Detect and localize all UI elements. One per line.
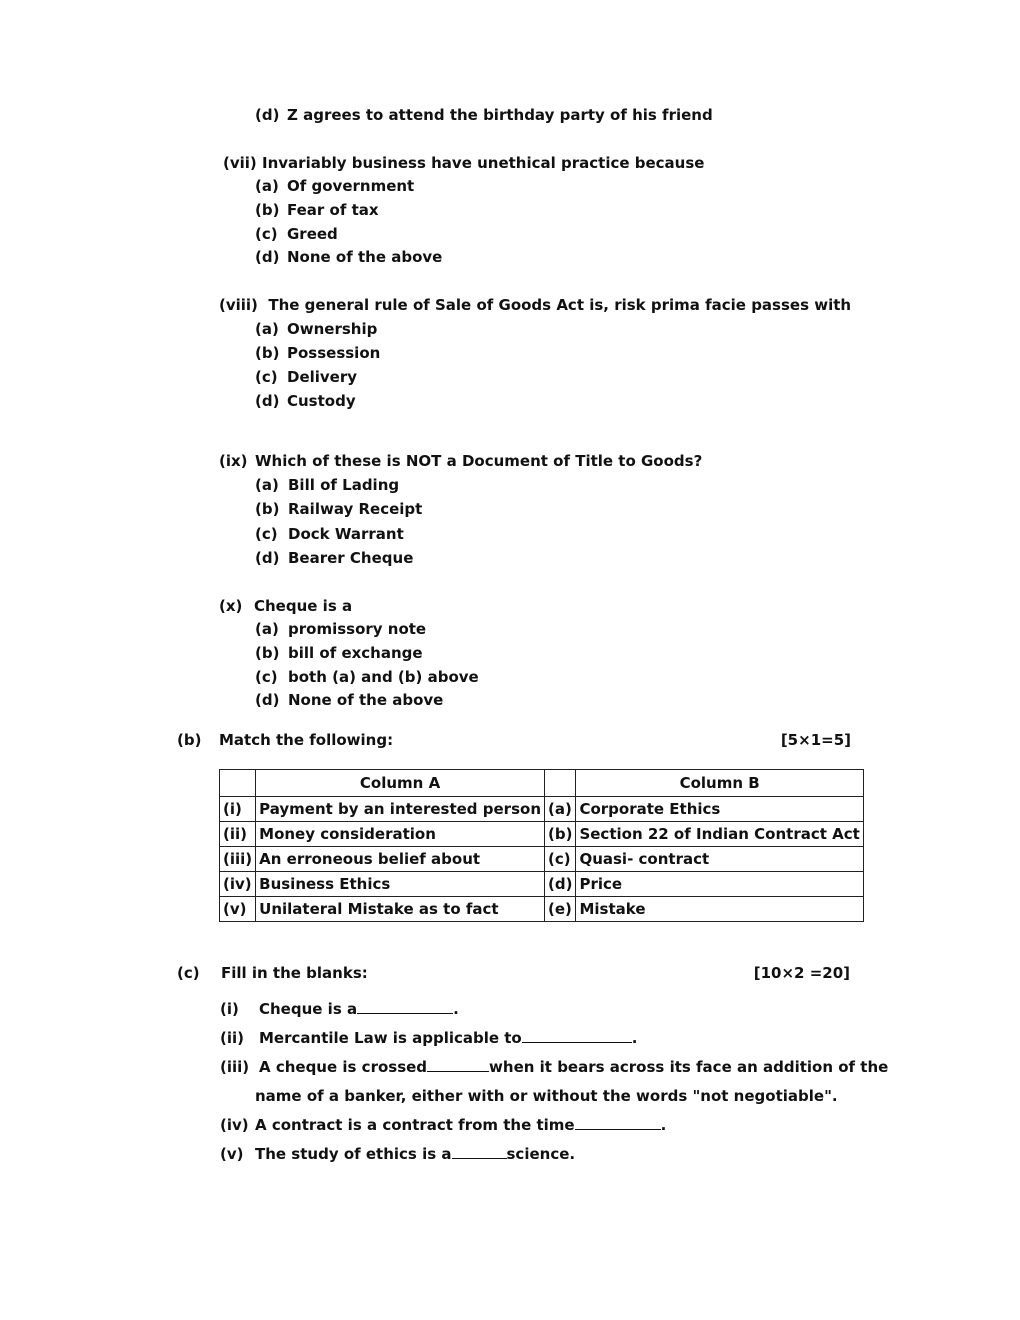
question-number: (viii) [219, 296, 258, 314]
option-label: (b) [255, 644, 280, 662]
option-item [255, 177, 414, 195]
blank-after: . [631, 1029, 638, 1047]
option-label: (d) [255, 549, 280, 567]
blank-line [452, 1145, 507, 1159]
option-text: both (a) and (b) above [288, 668, 479, 686]
option-text: Possession [287, 344, 381, 362]
blank-before: Mercantile Law is applicable to [259, 1029, 522, 1047]
match-table [219, 769, 864, 922]
table-row [220, 872, 864, 897]
blank-after: . [453, 1000, 459, 1018]
question-ix [219, 452, 702, 470]
option-item [255, 392, 356, 410]
row-b-text: Mistake [576, 897, 863, 922]
option-label: (c) [255, 225, 278, 243]
question-number: (vii) [223, 154, 257, 172]
blank-item [220, 1000, 459, 1018]
blank-before: A cheque is crossed [259, 1058, 428, 1076]
option-label: (c) [255, 525, 278, 543]
row-b-number: (b) [545, 822, 576, 847]
header-blank-a [220, 770, 256, 797]
section-b-marks: [5×1=5] [780, 731, 851, 749]
option-label: (a) [255, 320, 279, 338]
option-label: (d) [255, 691, 280, 709]
option-item [255, 691, 443, 709]
blank-item [220, 1145, 575, 1163]
blank-before: Cheque is a [259, 1000, 358, 1018]
row-a-text: Unilateral Mistake as to fact [256, 897, 545, 922]
row-b-text: Quasi- contract [576, 847, 863, 872]
option-label: (d) [255, 248, 280, 266]
row-a-number: (ii) [220, 822, 256, 847]
row-b-text: Corporate Ethics [576, 797, 863, 822]
option-item [255, 500, 422, 518]
option-text: Railway Receipt [288, 500, 423, 518]
option-text: Fear of tax [287, 201, 379, 219]
option-text: bill of exchange [288, 644, 423, 662]
row-b-text: Section 22 of Indian Contract Act [576, 822, 863, 847]
question-text: The general rule of Sale of Goods Act is, risk prima facie passes with [268, 296, 852, 314]
row-a-number: (iv) [220, 872, 256, 897]
option-item [255, 320, 377, 338]
option-text: Dock Warrant [288, 525, 404, 543]
option-label: (a) [255, 177, 279, 195]
option-text: Delivery [287, 368, 358, 386]
question-number: (x) [219, 597, 243, 615]
blank-line [427, 1058, 489, 1072]
blank-after: . [660, 1116, 667, 1134]
option-label: (b) [255, 500, 280, 518]
row-a-text: Business Ethics [256, 872, 545, 897]
table-header-row [220, 770, 864, 797]
question-text: Which of these is NOT a Document of Title to Goods? [255, 452, 703, 470]
blank-before: The study of ethics is a [255, 1145, 452, 1163]
option-text: Z agrees to attend the birthday party of his friend [287, 106, 713, 124]
option-item [255, 668, 479, 686]
row-a-text: Money consideration [256, 822, 545, 847]
option-text: Bill of Lading [288, 476, 400, 494]
option-label: (c) [255, 668, 278, 686]
table-row [220, 897, 864, 922]
option-text: Ownership [287, 320, 378, 338]
option-text: Bearer Cheque [288, 549, 414, 567]
option-item [255, 201, 379, 219]
blank-item-continuation: name of a banker, either with or without the words "not negotiable". [255, 1087, 838, 1105]
option-item [255, 368, 357, 386]
question-vii [223, 154, 704, 172]
option-text: None of the above [287, 248, 443, 266]
blank-line [575, 1116, 661, 1130]
row-a-number: (v) [220, 897, 256, 922]
row-a-text: An erroneous belief about [256, 847, 545, 872]
blank-number: (ii) [220, 1029, 244, 1047]
option-label: (d) [255, 392, 280, 410]
blank-number: (v) [220, 1145, 244, 1163]
row-b-number: (e) [545, 897, 576, 922]
option-item [255, 344, 380, 362]
blank-number: (i) [220, 1000, 239, 1018]
row-b-number: (a) [545, 797, 576, 822]
option-item [255, 225, 338, 243]
option-item [255, 549, 413, 567]
question-x [219, 597, 352, 615]
option-label: (c) [255, 368, 278, 386]
row-b-text: Price [576, 872, 863, 897]
option-item [255, 106, 713, 124]
option-item [255, 248, 442, 266]
section-c-label: (c) [177, 964, 200, 982]
blank-line [357, 1000, 453, 1014]
row-b-number: (d) [545, 872, 576, 897]
blank-item [220, 1116, 666, 1134]
section-b-title: Match the following: [219, 731, 394, 749]
blank-number: (iv) [220, 1116, 249, 1134]
option-label: (d) [255, 106, 280, 124]
option-text: Greed [287, 225, 338, 243]
question-text: Cheque is a [254, 597, 353, 615]
table-row [220, 797, 864, 822]
blank-item [220, 1058, 888, 1076]
option-text: promissory note [288, 620, 427, 638]
table-row [220, 847, 864, 872]
option-item [255, 476, 399, 494]
section-b-label: (b) [177, 731, 202, 749]
blank-before: A contract is a contract from the time [255, 1116, 575, 1134]
option-item [255, 620, 426, 638]
row-b-number: (c) [545, 847, 576, 872]
option-item [255, 644, 423, 662]
table-row [220, 822, 864, 847]
question-text: Invariably business have unethical practice because [262, 154, 705, 172]
blank-after: science. [506, 1145, 576, 1163]
row-a-number: (iii) [220, 847, 256, 872]
row-a-number: (i) [220, 797, 256, 822]
blank-item [220, 1029, 637, 1047]
blank-line [522, 1029, 632, 1043]
blank-after: when it bears across its face an addition of the [489, 1058, 889, 1076]
option-item [255, 525, 404, 543]
option-label: (a) [255, 620, 279, 638]
section-c-marks: [10×2 =20] [753, 964, 850, 982]
option-text: Of government [287, 177, 415, 195]
row-a-text: Payment by an interested person [256, 797, 545, 822]
blank-number: (iii) [220, 1058, 250, 1076]
section-c-title: Fill in the blanks: [221, 964, 368, 982]
header-blank-b [545, 770, 576, 797]
option-text: Custody [287, 392, 356, 410]
option-label: (b) [255, 201, 280, 219]
question-viii [219, 296, 851, 314]
option-label: (a) [255, 476, 279, 494]
column-b-header: Column B [576, 770, 863, 797]
question-number: (ix) [219, 452, 248, 470]
column-a-header: Column A [256, 770, 545, 797]
option-text: None of the above [288, 691, 444, 709]
option-label: (b) [255, 344, 280, 362]
